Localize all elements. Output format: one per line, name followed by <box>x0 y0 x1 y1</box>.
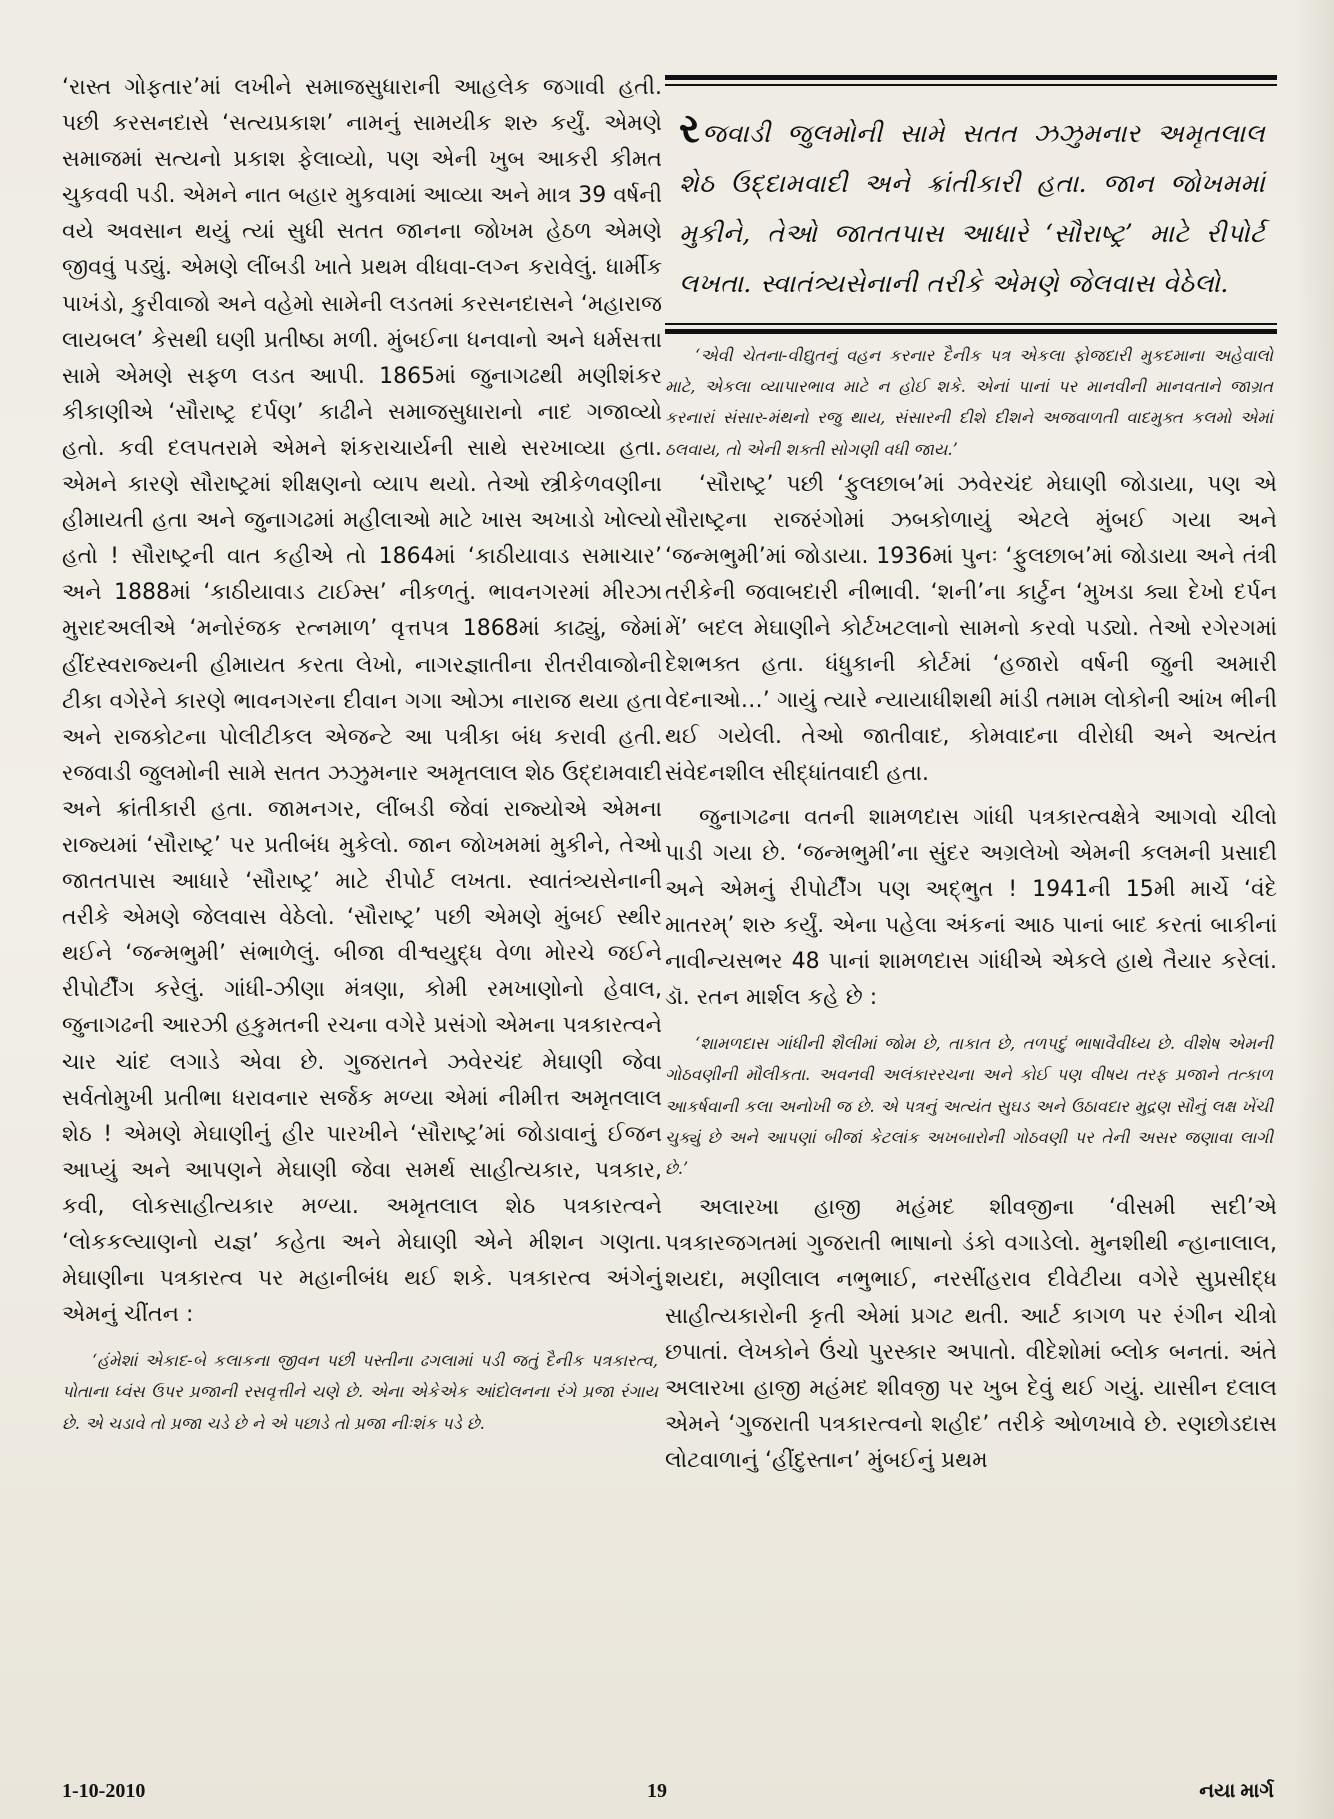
magazine-name: નયા માર્ગ <box>1199 1780 1274 1802</box>
pull-quote-body: જવાડી જુલમોની સામે સતત ઝઝુમનાર અમૃતલાલ શેઠ ઉદ્દામવાદી અને ક્રાંતીકારી હતા. જાન જોખમમાં મુકીને, તેઓ જાતતપાસ આધારે ‘સૌરાષ્ટ્ર’ માટે રીપોર્ટ લખતા. સ્વાતંત્ર્યસેનાની તરીકે એમણે જેલવાસ વેઠેલો. <box>679 119 1265 299</box>
pull-quote-text <box>665 86 1277 323</box>
top-rule-thick <box>665 75 1277 80</box>
body-paragraph: ‘રાસ્ત ગોફતાર’માં લખીને સમાજસુધારાની આહલેક જગાવી હતી. પછી કરસનદાસે ‘સત્યપ્રકાશ’ નામનું સામયીક શરુ કર્યું. એમણે સમાજમાં સત્યનો પ્રકાશ ફેલાવ્યો, પણ એની ખુબ આકરી કીમત ચુકવવી પડી. એમને નાત બહાર મુકવામાં આવ્યા અને માત્ર 39 વર્ષની વયે અવસાન થયું ત્યાં સુધી સતત જાનના જોખમ હેઠળ એમણે જીવવું પડ્યું. એમણે લીંબડી ખાતે પ્રથમ વીધવા-લગ્ન કરાવેલું. ધાર્મીક પાખંડો, કુરીવાજો અને વહેમો સામેની લડતમાં કરસનદાસને ‘મહારાજ લાયબલ’ કેસથી ઘણી પ્રતીષ્ઠા મળી. મુંબઈના ધનવાનો અને ધર્મસત્તા સામે એમણે સફળ લડત આપી. 1865માં જુનાગઢથી મણીશંકર કીકાણીએ ‘સૌરાષ્ટ્ર દર્પણ’ કાઢીને સમાજસુધારાનો નાદ ગજાવ્યો હતો. કવી દલપતરામે એમને શંકરાચાર્યની સાથે સરખાવ્યા હતા. એમને કારણે સૌરાષ્ટ્રમાં શીક્ષણનો વ્યાપ થયો. તેઓ સ્ત્રીકેળવણીના હીમાયતી હતા અને જુનાગઢમાં મહીલાઓ માટે ખાસ અખાડો ખોલ્યો હતો ! સૌરાષ્ટ્રની વાત કહીએ તો 1864માં ‘કાઠીયાવાડ સમાચાર’ અને 1888માં ‘કાઠીયાવાડ ટાઈમ્સ’ નીકળતું. ભાવનગરમાં મીરઝા મુરાદઅલીએ ‘મનોરંજક રત્નમાળ’ વૃત્તપત્ર 1868માં કાઢ્યું, જેમાં હીંદસ્વરાજ્યની હીમાયત કરતા લેખો, નાગરજ્ઞાતીના રીતરીવાજોની ટીકા વગેરેને કારણે ભાવનગરના દીવાન ગગા ઓઝા નારાજ થયા હતા અને રાજકોટના પોલીટીકલ એજન્ટે આ પત્રીકા બંધ કરાવી હતી. રજવાડી જુલમોની સામે સતત ઝઝુમનાર અમૃતલાલ શેઠ ઉદ્દામવાદી અને ક્રાંતીકારી હતા. જામનગર, લીંબડી જેવાં રાજ્યોએ એમના રાજ્યમાં ‘સૌરાષ્ટ્ર’ પર પ્રતીબંધ મુકેલો. જાન જોખમમાં મુકીને, તેઓ જાતતપાસ આધારે ‘સૌરાષ્ટ્ર’ માટે રીપોર્ટ લખતા. સ્વાતંત્ર્યસેનાની તરીકે એમણે જેલવાસ વેઠેલો. ‘સૌરાષ્ટ્ર’ પછી એમણે મુંબઈ સ્થીર થઈને ‘જન્મભુમી’ સંભાળેલું. બીજા વીશ્વયુદ્ધ વેળા મોરચે જઈને રીપોર્ટીંગ કરેલું. ગાંધી-ઝીણા મંત્રણા, કોમી રમખાણોનો હેવાલ, જુનાગઢની આરઝી હકુમતની રચના વગેરે પ્રસંગો એમના પત્રકારત્વને ચાર ચાંદ લગાડે એવા છે. ગુજરાતને ઝવેરચંદ મેઘાણી જેવા સર્વતોમુખી પ્રતીભા ધરાવનાર સર્જક મળ્યા એમાં નીમીત્ત અમૃતલાલ શેઠ ! એમણે મેઘાણીનું હીર પારખીને ‘સૌરાષ્ટ્ર’માં જોડાવાનું ઈજન આપ્યું અને આપણને મેઘાણી જેવા સમર્થ સાહીત્યકાર, પત્રકાર, કવી, લોકસાહીત્યકાર મળ્યા. અમૃતલાલ શેઠ પત્રકારત્વને ‘લોકકલ્યાણનો યજ્ઞ’ કહેતા અને મેઘાણી એને મીશન ગણતા. મેઘાણીના પત્રકારત્વ પર મહાનીબંધ થઈ શકે. પત્રકારત્વ અંગેનું એમનું ચીંતન : <box>62 75 662 1328</box>
right-column <box>665 70 1277 1479</box>
quote-paragraph: ‘હંમેશાં એકાદ-બે કલાકના જીવન પછી પસ્તીના ઢગલામાં પડી જતું દૈનીક પત્રકારત્વ, પોતાના ધ્વંસ ઉપર પ્રજાની રસવૃત્તીને ચણે છે. એના એકેએક આંદોલનના રંગે પ્રજા રંગાય છે. એ ચડાવે તો પ્રજા ચડે છે ને એ પછાડે તો પ્રજા નીઃશંક પડે છે. <box>62 1351 658 1433</box>
page-footer <box>62 1780 1274 1810</box>
page-edge-shadow <box>1294 0 1334 1819</box>
body-paragraph: અલારખા હાજી મહંમદ શીવજીના ‘વીસમી સદી’એ પત્રકારજગતમાં ગુજરાતી ભાષાનો ડંકો વગાડેલો. મુનશીથી ન્હાનાલાલ, શયદા, મણીલાલ નભુભાઈ, નરસીંહરાવ દીવેટીયા વગેરે સુપ્રસીદ્ધ સાહીત્યકારોની કૃતી એમાં પ્રગટ થતી. આર્ટ કાગળ પર રંગીન ચીત્રો છપાતાં. લેખકોને ઉંચો પુરસ્કાર અપાતો. વીદેશોમાં બ્લોક બનતાં. અંતે અલારખા હાજી મહંમદ શીવજી પર ખુબ દેવું થઈ ગયું. યાસીન દલાલ એમને ‘ગુજરાતી પત્રકારત્વનો શહીદ’ તરીકે ઓળખાવે છે. રણછોડદાસ લોટવાળાનું ‘હીંદુસ્તાન’ મુંબઈનું પ્રથમ <box>665 1195 1277 1473</box>
issue-date: 1-10-2010 <box>62 1780 146 1802</box>
quote-paragraph: ‘શામળદાસ ગાંધીની શૈલીમાં જોમ છે, તાકાત છે, તળપદું ભાષાવૈવીધ્ય છે. વીશેષ એમની ગોઠવણીની મૌલીકતા. અવનવી અલંકારરચના અને કોઈ પણ વીષય તરફ પ્રજાને તત્કાળ આકર્ષવાની કલા અનોખી જ છે. એ પત્રનું અત્યંત સુઘડ અને ઉઠાવદાર મુદ્રણ સૌનું લક્ષ ખેંચી ચુક્યું છે અને આપણાં બીજાં કેટલાંક અખબારોની ગોઠવણી પર તેની અસર જણાવા લાગી છે.’ <box>665 1034 1273 1179</box>
bottom-rule-thick <box>665 329 1277 334</box>
body-paragraph: જુનાગઢના વતની શામળદાસ ગાંધી પત્રકારત્વક્ષેત્રે આગવો ચીલો પાડી ગયા છે. ‘જન્મભુમી’ના સુંદર અગ્રલેખો એમની કલમની પ્રસાદી અને એમનું રીપોર્ટીંગ પણ અદ્ભુત ! 1941ની 15મી માર્ચે ‘વંદે માતરમ્’ શરુ કર્યું. એના પહેલા અંકનાં આઠ પાનાં બાદ કરતાં બાકીનાં નાવીન્યસભર 48 પાનાં શામળદાસ ગાંધીએ એકલે હાથે તૈયાર કરેલાં. ડૉ. રતન માર્શલ કહે છે : <box>665 804 1277 1011</box>
bottom-rule-thin <box>665 323 1277 325</box>
quote-paragraph: ‘એવી ચેતના-વીદ્યુતનું વહન કરનાર દૈનીક પત્ર એકલા ફોજદારી મુકદમાના અહેવાલો માટે, એકલા વ્યાપારભાવ માટે ન હોઈ શકે. એનાં પાનાં પર માનવીની માનવતાને જાગ્રત કરનારાં સંસાર-મંથનો રજુ થાય, સંસારની દીશે દીશને અજવાળતી વાદમુક્ત કલમો એમાં ઠલવાય, તો એની શક્તી સોગણી વધી જાય.’ <box>665 346 1273 459</box>
pull-quote-box <box>665 75 1277 334</box>
page-number: 19 <box>647 1780 667 1802</box>
left-column <box>62 70 662 1439</box>
drop-cap: ર <box>679 105 700 152</box>
body-paragraph: ‘સૌરાષ્ટ્ર’ પછી ‘ફુલછાબ’માં ઝવેરચંદ મેઘાણી જોડાયા, પણ એ સૌરાષ્ટ્રના રાજરંગોમાં ઝબકોળાયું એટલે મુંબઈ ગયા અને ‘જન્મભુમી’માં જોડાયા. 1936માં પુનઃ ‘ફુલછાબ’માં જોડાયા અને તંત્રી તરીકેની જવાબદારી નીભાવી. ‘શની’ના કાર્ટુન ‘મુખડા ક્યા દેખો દર્પન મેં’ બદલ મેઘાણીને કોર્ટખટલાનો સામનો કરવો પડ્યો. તેઓ રગેરગમાં દેશભક્ત હતા. ધંધુકાની કોર્ટમાં ‘હજારો વર્ષની જુની અમારી વેદનાઓ…’ ગાયું ત્યારે ન્યાયાધીશથી માંડી તમામ લોકોની આંખ ભીની થઈ ગયેલી. તેઓ જાતીવાદ, કોમવાદના વીરોધી અને અત્યંત સંવેદનશીલ સીદ્ધાંતવાદી હતા. <box>665 471 1277 786</box>
